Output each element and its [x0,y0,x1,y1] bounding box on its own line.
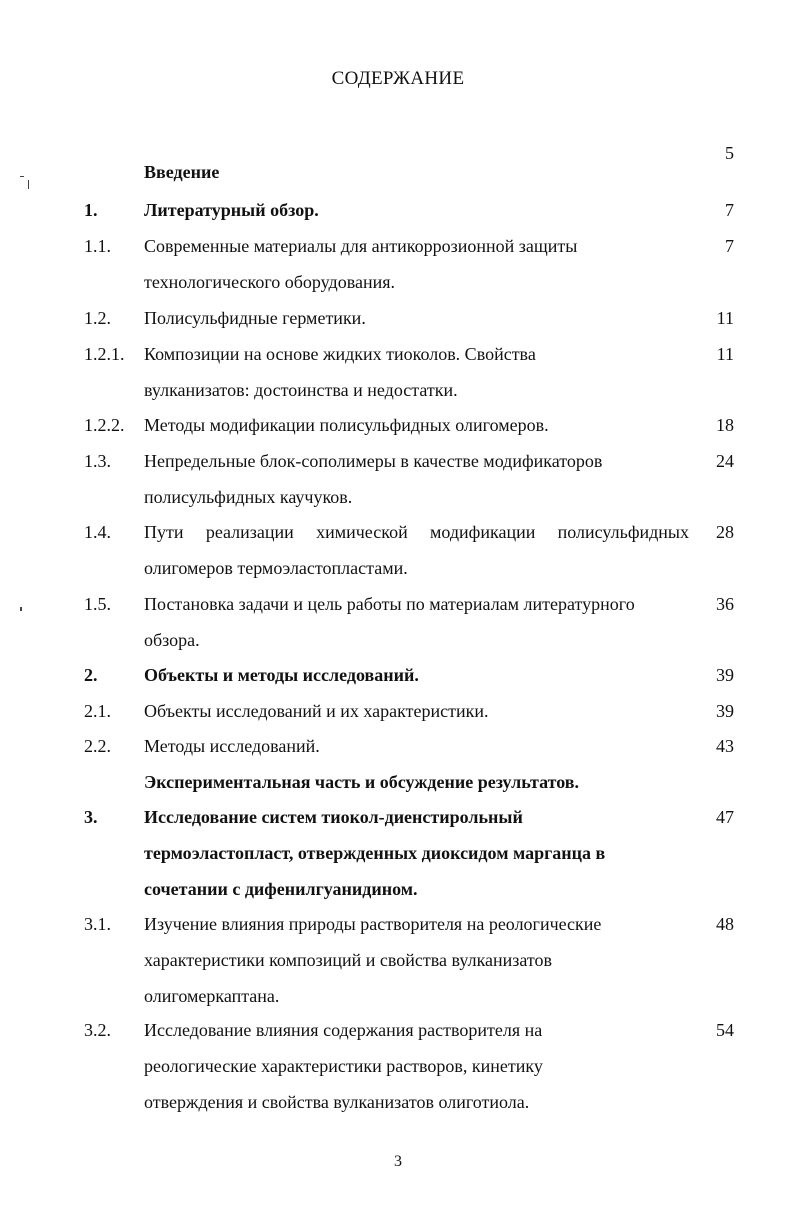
toc-entry-number: 3.1. [84,914,111,934]
toc-entry-page: 11 [716,344,734,364]
toc-entry-title: Пути реализации химической модификации полисульфидных олигомеров термоэластопластами. [144,522,689,578]
toc-entry-number: 1.4. [84,522,111,542]
toc-entry-page: 7 [725,200,734,220]
toc-entry-title: Методы исследований. [144,736,320,756]
toc-entry-title: Полисульфидные герметики. [144,308,366,328]
toc-entry-title: Экспериментальная часть и обсуждение результатов. [144,772,580,792]
toc-entry-page: 11 [716,308,734,328]
toc-entry-title: Методы модификации полисульфидных олигомеров. [144,415,549,435]
toc-entry-number: 1.1. [84,236,111,256]
toc-entry-title: Введение [144,162,220,182]
toc-entry-page: 48 [716,914,734,934]
toc-entry-number: 2.2. [84,736,111,756]
toc-entry-page: 54 [716,1020,734,1040]
toc-entry-number: 1.3. [84,451,111,471]
scan-mark [20,607,22,611]
toc-entry-number: 2. [84,665,98,685]
toc-entry-page: 47 [716,807,734,827]
toc-entry-page: 5 [725,143,734,163]
toc-entry-title: Современные материалы для антикоррозионной защиты технологического оборудования. [144,236,578,292]
toc-entry-number: 2.1. [84,701,111,721]
toc-entry-page: 7 [725,236,734,256]
toc-entry-page: 18 [716,415,734,435]
toc-entry-number: 3. [84,807,98,827]
toc-entry-page: 39 [716,701,734,721]
toc-entry-number: 3.2. [84,1020,111,1040]
toc-entry-title: Литературный обзор. [144,200,319,220]
toc-entry-page: 39 [716,665,734,685]
toc-entry-title: Изучение влияния природы растворителя на реологические характеристики композиций и свойства вулканизатов олигомеркаптана. [144,914,602,1006]
toc-entry-number: 1.2. [84,308,111,328]
toc-entry-number: 1.2.2. [84,415,125,435]
toc-entry-number: 1.2.1. [84,344,125,364]
toc-entry-title: Постановка задачи и цель работы по материалам литературного обзора. [144,594,635,650]
toc-entry-page: 36 [716,594,734,614]
scan-mark [20,176,24,177]
scan-mark [28,180,29,189]
toc-entry-title: Объекты исследований и их характеристики. [144,701,489,721]
toc-entry-number: 1.5. [84,594,111,614]
page-number: 3 [394,1153,402,1170]
toc-entry-page: 28 [716,522,734,542]
toc-entry-title: Исследование систем тиокол-диенстирольный термоэластопласт, отвержденных диоксидом марганца в сочетании с дифенилгуанидином. [144,807,606,899]
toc-entry-page: 24 [716,451,734,471]
toc-entry-title: Композиции на основе жидких тиоколов. Свойства вулканизатов: достоинства и недостатки. [144,344,536,400]
toc-entry-page: 43 [716,736,734,756]
toc-entry-title: Непредельные блок-сополимеры в качестве модификаторов полисульфидных каучуков. [144,451,603,507]
toc-entry-number: 1. [84,200,98,220]
toc-entry-title: Объекты и методы исследований. [144,665,419,685]
page-title: СОДЕРЖАНИЕ [331,68,465,89]
toc-entry-title: Исследование влияния содержания растворителя на реологические характеристики растворов, кинетику отверждения и свойства вулканизатов олиготиола. [144,1020,543,1112]
